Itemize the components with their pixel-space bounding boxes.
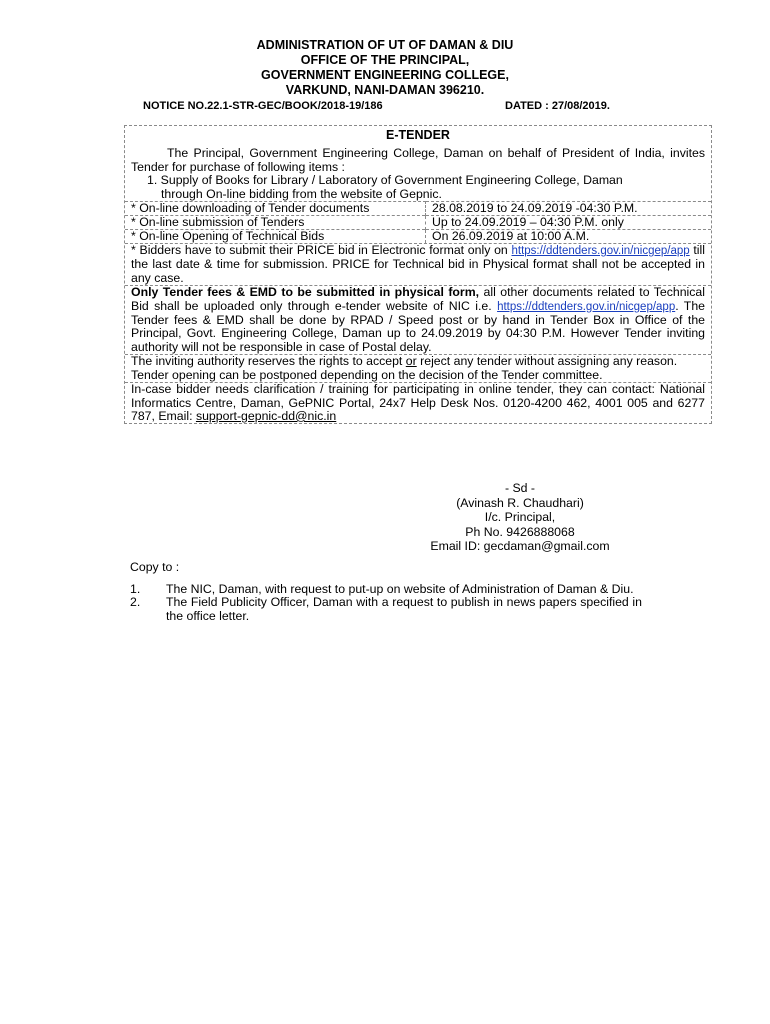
- tender-item-1: [131, 174, 705, 201]
- schedule-row: [125, 216, 711, 230]
- schedule-table: [125, 201, 711, 243]
- rights-text-b: reject any tender without assigning any reason. Tender opening can be postponed depending on the decision of the Tender committee.: [131, 354, 678, 382]
- signature-sd: - Sd -: [504, 481, 536, 495]
- copy-item: [130, 596, 642, 623]
- price-bid-section: [125, 243, 711, 285]
- schedule-value: On 26.09.2019 at 10:00 A.M.: [426, 230, 712, 244]
- schedule-label: * On-line submission of Tenders: [125, 216, 426, 230]
- signature-phone: Ph No. 9426888068: [465, 524, 575, 539]
- price-bid-text-b: till the last date & time for submission. PRICE for Technical bid in Physical format shall not be accepted in any case.: [131, 243, 705, 285]
- signature-block: [400, 481, 640, 554]
- schedule-row: [125, 230, 711, 244]
- tender-box: [124, 125, 712, 424]
- copy-item-number: 2.: [130, 595, 141, 610]
- tender-intro: The Principal, Government Engineering College, Daman on behalf of President of India, invites Tender for purchase of following items :: [131, 146, 705, 174]
- fees-link[interactable]: https://ddtenders.gov.in/nicgep/app: [497, 300, 676, 313]
- header-line-4: VARKUND, NANI-DAMAN 396210.: [285, 83, 485, 97]
- header-line-3: GOVERNMENT ENGINEERING COLLEGE,: [261, 68, 509, 82]
- header-line-1: ADMINISTRATION OF UT OF DAMAN & DIU: [256, 38, 514, 52]
- tender-title-section: [125, 126, 711, 201]
- tender-item-1-line-a: 1. Supply of Books for Library / Laboratory of Government Engineering College, Daman: [147, 173, 623, 188]
- contact-text: In-case bidder needs clarification / training for participating in online tender, they can contact: National Informatics Centre, Daman, GePNIC Portal, 24x7 Help Desk Nos. 0120-4200 462, 4001 005 and 6277 787, Email:: [131, 382, 705, 423]
- copy-item-number: 1.: [130, 582, 141, 596]
- fees-text-b: . The Tender fees & EMD shall be done by RPAD / Speed post or by hand in Tender Box in Office of the Principal, Govt. Engineering College, Daman up to 24.09.2019 by 04:30 P.M. However Tender inviting authority will not be responsible in case of Postal delay.: [131, 298, 705, 354]
- schedule-value: 28.08.2019 to 24.09.2019 -04:30 P.M.: [426, 202, 712, 216]
- rights-text-a: The inviting authority reserves the rights to accept: [131, 354, 403, 369]
- contact-email[interactable]: support-gepnic-dd@nic.in: [195, 408, 337, 423]
- tender-title: E-TENDER: [386, 128, 450, 142]
- schedule-value: Up to 24.09.2019 – 04:30 P.M. only: [426, 216, 712, 230]
- price-bid-link[interactable]: https://ddtenders.gov.in/nicgep/app: [511, 245, 690, 258]
- copy-item-text: The NIC, Daman, with request to put-up on website of Administration of Daman & Diu.: [166, 582, 634, 596]
- fees-section: [125, 285, 711, 354]
- rights-or: or: [405, 354, 417, 369]
- notice-number: NOTICE NO.22.1-STR-GEC/BOOK/2018-19/186: [143, 100, 383, 112]
- rights-section: [125, 354, 711, 382]
- signature-email: Email ID: gecdaman@gmail.com: [430, 539, 610, 553]
- contact-section: [125, 382, 711, 423]
- copy-list: [130, 583, 642, 623]
- copy-item-text: The Field Publicity Officer, Daman with a request to publish in news papers specified in the office letter.: [166, 595, 642, 623]
- tender-item-1-line-b: through On-line bidding from the website of Gepnic.: [161, 186, 442, 201]
- notice-date: DATED : 27/08/2019.: [505, 100, 610, 112]
- fees-bold-text: Only Tender fees & EMD to be submitted in physical form,: [131, 285, 480, 300]
- copy-to-heading: Copy to :: [130, 560, 180, 574]
- signature-name: (Avinash R. Chaudhari): [456, 495, 584, 510]
- copy-item: [130, 583, 642, 596]
- price-bid-text-a: * Bidders have to submit their PRICE bid in Electronic format only on: [131, 243, 508, 258]
- fees-text-a: all other documents related to Technical Bid shall be uploaded only through e-tender website of NIC i.e.: [131, 285, 705, 313]
- notice-line: [143, 100, 663, 112]
- schedule-row: [125, 202, 711, 216]
- schedule-label: * On-line Opening of Technical Bids: [125, 230, 426, 244]
- schedule-label: * On-line downloading of Tender documents: [125, 202, 426, 216]
- header-line-2: OFFICE OF THE PRINCIPAL,: [300, 53, 470, 67]
- signature-designation: I/c. Principal,: [484, 510, 556, 524]
